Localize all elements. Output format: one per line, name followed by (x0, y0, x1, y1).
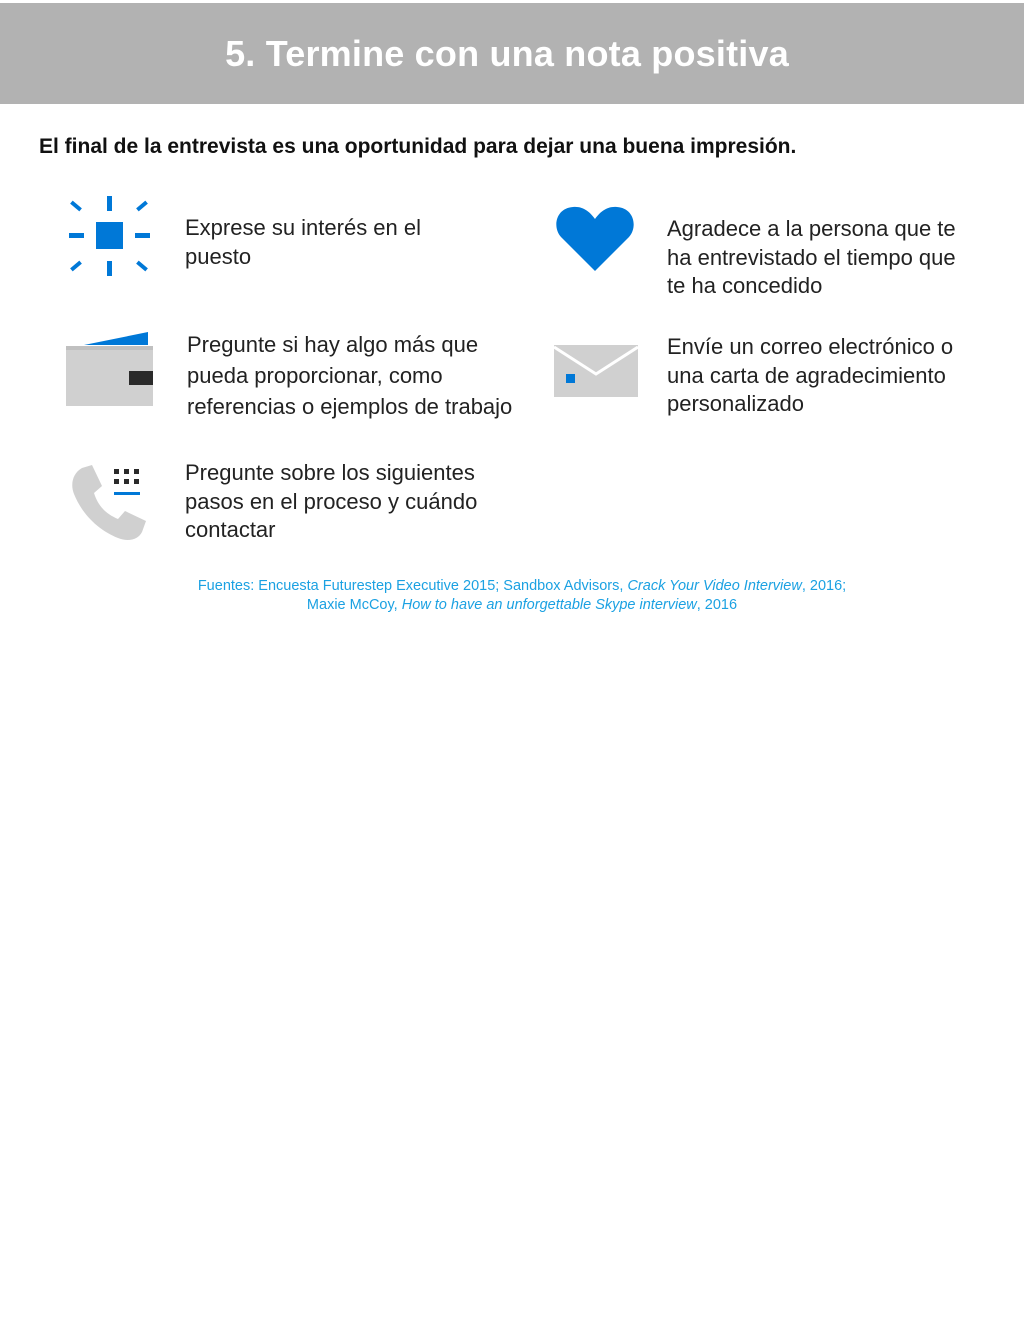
item-express-interest (185, 214, 421, 271)
item-text: Pregunte sobre los siguientes pasos en el proceso y cuándo contactar (185, 460, 478, 542)
source-title: Crack Your Video Interview (627, 578, 802, 594)
item-text: Agradece a la persona que te ha entrevistado el tiempo que te ha concedido (667, 216, 956, 298)
item-send-thankyou (667, 333, 953, 419)
item-thank-interviewer (667, 215, 956, 301)
sources-text: , 2016; (801, 578, 847, 594)
page-title: 5. Termine con una nota positiva (225, 32, 789, 74)
sources-line-1 (0, 577, 1024, 596)
heart-icon (556, 205, 634, 273)
envelope-icon (553, 344, 639, 398)
item-text: Exprese su interés en el puesto (185, 215, 422, 269)
wallet-icon (64, 328, 156, 408)
item-ask-next-steps (185, 459, 477, 545)
sources-text: Maxie McCoy, (306, 596, 402, 613)
sources-note (0, 577, 1024, 614)
subtitle: El final de la entrevista es una oportunidad para dejar una buena impresión. (39, 135, 797, 158)
sources-text: Fuentes: Encuesta Futurestep Executive 2015; Sandbox Advisors, (197, 578, 628, 594)
item-text: Envíe un correo electrónico o una carta de agradecimiento personalizado (667, 334, 954, 416)
source-title: How to have an unforgettable Skype interview (401, 596, 697, 613)
item-ask-references (187, 329, 512, 422)
header-banner (0, 3, 1024, 104)
phone-dialpad-icon (68, 462, 152, 544)
sources-text: , 2016 (696, 596, 738, 613)
sources-line-2 (0, 596, 1024, 615)
item-text: Pregunte si hay algo más que pueda proporcionar, como referencias o ejemplos de trabajo (187, 332, 513, 419)
sparkle-icon (66, 194, 154, 278)
